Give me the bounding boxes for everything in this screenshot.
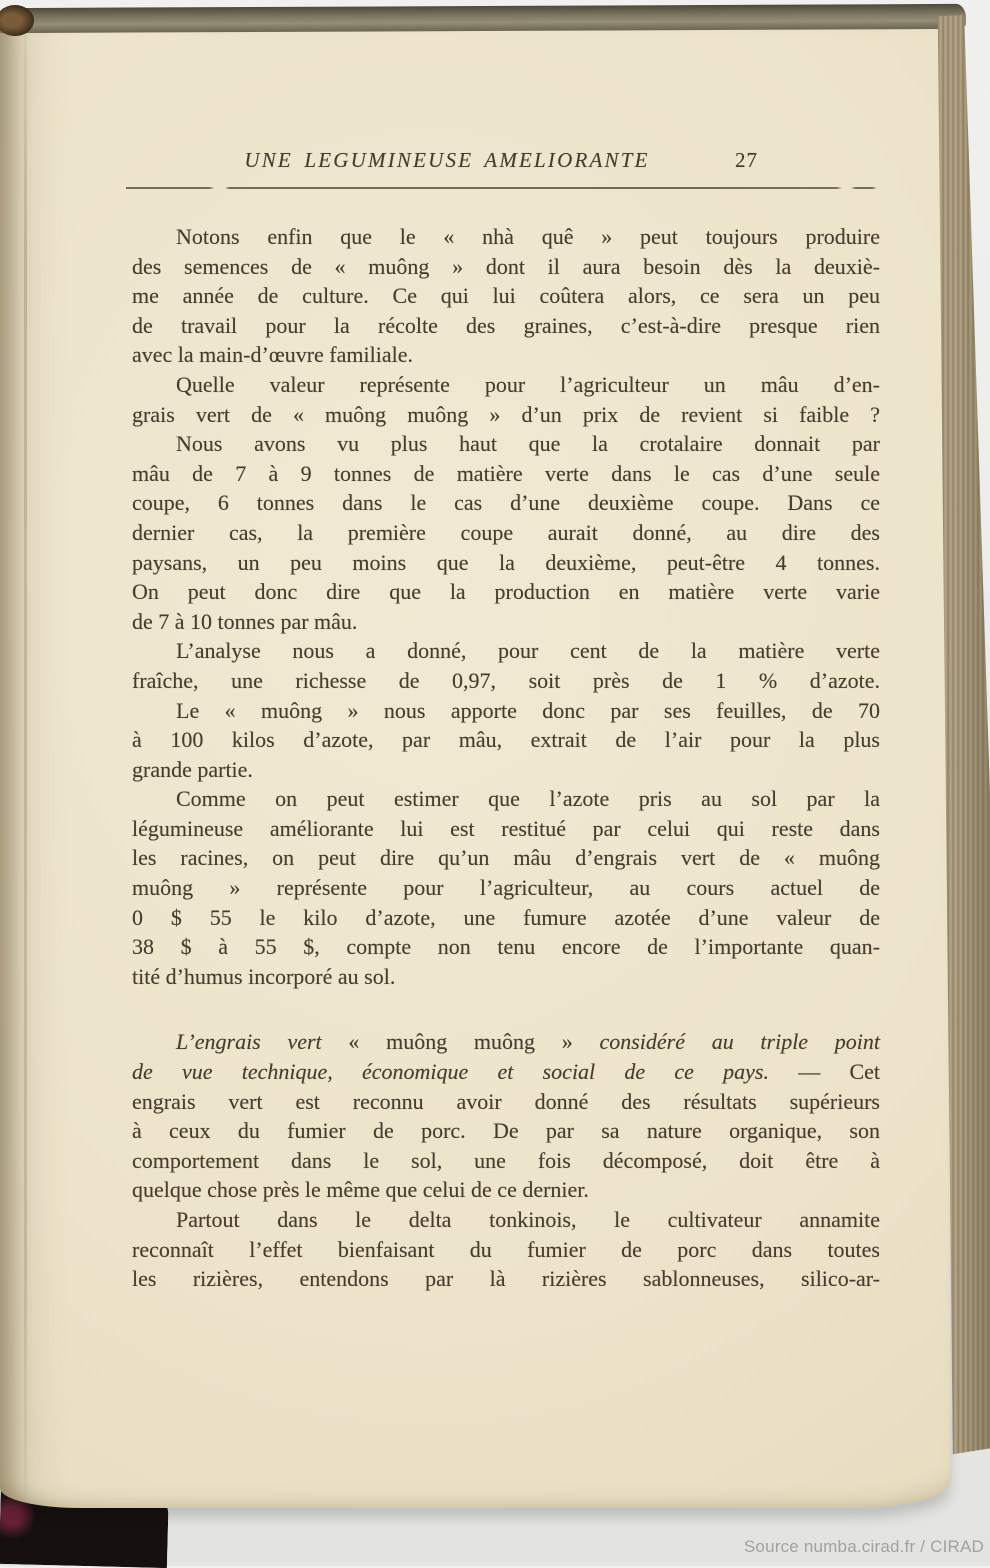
paragraph	[132, 222, 880, 370]
text-line: des semences de « muông » dont il aura besoin dès la deuxiè-	[132, 253, 880, 279]
text-line: de vue technique, économique et social de ce pays. — Cet	[132, 1059, 880, 1085]
text-line: Quelle valeur représente pour l’agriculteur un mâu d’en-	[176, 371, 880, 397]
text-line: grais vert de « muông muông » d’un prix de revient si faible ?	[132, 401, 880, 427]
text-line: L’engrais vert « muông muông » considéré au triple point	[176, 1029, 881, 1055]
text-line: reconnaît l’effet bienfaisant du fumier de porc dans toutes	[132, 1236, 880, 1262]
text-line: On peut donc dire que la production en matière verte varie	[132, 579, 880, 605]
text-line: les rizières, entendons par là rizières sablonneuses, silico-ar-	[132, 1266, 880, 1292]
text-line: les racines, on peut dire qu’un mâu d’engrais vert de « muông	[132, 845, 880, 871]
text-line: à ceux du fumier de porc. De par sa nature organique, son	[132, 1118, 880, 1144]
paragraph	[132, 636, 880, 695]
paragraph	[132, 1205, 880, 1294]
printed-content	[132, 148, 881, 1292]
text-line: tité d’humus incorporé au sol.	[132, 963, 396, 989]
watermark: Source numba.cirad.fr / CIRAD	[743, 1537, 984, 1556]
text-block	[132, 222, 880, 1294]
text-line: Notons enfin que le « nhà quê » peut toujours produire	[176, 224, 880, 249]
text-line: fraîche, une richesse de 0,97, soit près de 1 % d’azote.	[132, 667, 880, 693]
paragraph	[132, 696, 880, 785]
text-line: me année de culture. Ce qui lui coûtera alors, ce sera un peu	[132, 283, 880, 309]
text-line: 0 $ 55 le kilo d’azote, une fumure azotée d’une valeur de	[132, 904, 880, 930]
text-line: mâu de 7 à 9 tonnes de matière verte dans le cas d’une seule	[132, 460, 880, 486]
text-line: 38 $ à 55 $, compte non tenu encore de l’importante quan-	[132, 934, 880, 960]
text-line: dernier cas, la première coupe aurait donné, au dire des	[132, 519, 880, 545]
paragraph	[132, 429, 880, 636]
text-line: Comme on peut estimer que l’azote pris au sol par la	[176, 786, 880, 812]
text-line: Partout dans le delta tonkinois, le cultivateur annamite	[176, 1207, 880, 1232]
header-rule	[126, 187, 886, 189]
text-line: coupe, 6 tonnes dans le cas d’une deuxième coupe. Dans ce	[132, 490, 880, 516]
text-line: avec la main-d’œuvre familiale.	[132, 342, 413, 368]
running-title: UNE LEGUMINEUSE AMELIORANTE	[244, 148, 650, 172]
text-line: comportement dans le sol, une fois décomposé, doit être à	[132, 1147, 880, 1173]
book-top-edge	[0, 4, 966, 33]
text-line: L’analyse nous a donné, pour cent de la matière verte	[176, 638, 880, 664]
text-line: grande partie.	[132, 756, 253, 782]
page-number: 27	[735, 148, 758, 172]
text-line: légumineuse améliorante lui est restitué par celui qui reste dans	[132, 815, 880, 841]
text-line: muông » représente pour l’agriculteur, au cours actuel de	[132, 875, 880, 901]
paragraph	[132, 370, 880, 429]
text-line: paysans, un peu moins que la deuxième, peut-être 4 tonnes.	[132, 549, 880, 575]
text-line: quelque chose près le même que celui de ce dernier.	[132, 1177, 589, 1203]
text-line: à 100 kilos d’azote, par mâu, extrait de l’air pour la plus	[132, 727, 880, 753]
text-line: de travail pour la récolte des graines, c’est-à-dire presque rien	[132, 312, 880, 338]
paragraph	[132, 784, 880, 991]
paragraph	[132, 1027, 880, 1205]
text-line: Nous avons vu plus haut que la crotalaire donnait par	[176, 431, 880, 457]
text-line: engrais vert est reconnu avoir donné des résultats supérieurs	[132, 1088, 880, 1114]
text-line: de 7 à 10 tonnes par mâu.	[132, 608, 358, 634]
text-line: Le « muông » nous apporte donc par ses feuilles, de 70	[176, 697, 880, 723]
page-header	[132, 148, 880, 188]
